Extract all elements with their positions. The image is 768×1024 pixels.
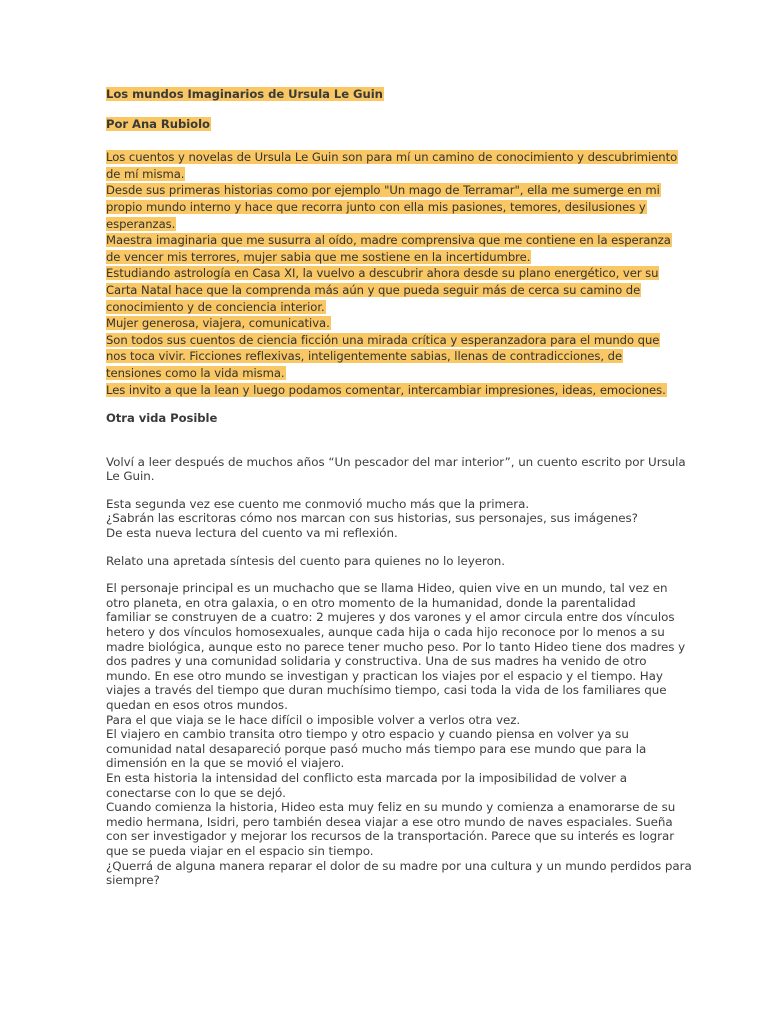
- body-paragraph: [106, 497, 666, 541]
- body-line: El personaje principal es un muchacho que se llama Hideo, quien vive en un mundo, tal vez en: [106, 581, 668, 596]
- body-line: viajes a través del tiempo que duran muchísimo tiempo, casi toda la vida de los familiares que: [106, 683, 667, 698]
- body-paragraph: [106, 581, 692, 888]
- body-line: con ser investigador y mejorar los recursos de la transportación. Parece que su interés es lograr: [106, 829, 675, 844]
- intro-line: esperanzas.: [106, 216, 176, 231]
- body-line: quedan en esos otros mundos.: [106, 698, 288, 712]
- body-line: mundo. En ese otro mundo se investigan y practican los viajes por el espacio y el tiempo. Hay: [106, 668, 663, 683]
- document-author: [106, 116, 666, 133]
- intro-line: Mujer generosa, viajera, comunicativa.: [106, 316, 330, 331]
- intro-line: tensiones como la vida misma.: [106, 365, 285, 380]
- body-line: ¿Querrá de alguna manera reparar el dolor de su madre por una cultura y un mundo perdidos para: [106, 858, 692, 873]
- body-line: dimensión en la que se movió el viajero.: [106, 756, 345, 771]
- intro-line: de vencer mis terrores, mujer sabia que me sostiene en la incertidumbre.: [106, 249, 531, 264]
- intro-line: Les invito a que la lean y luego podamos comentar, intercambiar impresiones, ideas, emociones.: [106, 382, 666, 397]
- body-line: Para el que viaja se le hace difícil o imposible volver a verlos otra vez.: [106, 712, 521, 727]
- body-line: En esta historia la intensidad del conflicto esta marcada por la imposibilidad de volver a: [106, 770, 627, 785]
- body-line: Cuando comienza la historia, Hideo esta muy feliz en su mundo y comienza a enamorarse de su: [106, 800, 676, 815]
- document-page: [106, 86, 692, 888]
- intro-paragraph: [106, 149, 678, 398]
- body-line: medio hermana, Isidri, pero también desea viajar a ese otro mundo de naves espaciales. Sueña: [106, 814, 673, 829]
- intro-line: propio mundo interno y hace que recorra junto con ella mis pasiones, temores, desilusiones y: [106, 199, 646, 214]
- body-line: que se pueda viajar en el espacio sin tiempo.: [106, 843, 374, 858]
- document-title: [106, 86, 666, 103]
- body-paragraph: [106, 554, 666, 569]
- intro-line: Carta Natal hace que la comprenda más aún y que pueda seguir más de cerca su camino de: [106, 282, 641, 297]
- intro-line: Estudiando astrología en Casa XI, la vuelvo a descubrir ahora desde su plano energético, ver su: [106, 266, 659, 281]
- body-text: [106, 454, 692, 888]
- body-line: De esta nueva lectura del cuento va mi reflexión.: [106, 526, 398, 541]
- document-title-text: Los mundos Imaginarios de Ursula Le Guin: [106, 87, 383, 101]
- document-author-text: Por Ana Rubiolo: [106, 116, 210, 131]
- body-line: El viajero en cambio transita otro tiempo y otro espacio y cuando piensa en volver ya su: [106, 727, 629, 742]
- body-line: otro planeta, en otra galaxia, o en otro momento de la humanidad, donde la parentalidad: [106, 595, 636, 610]
- intro-line: nos toca vivir. Ficciones reflexivas, inteligentemente sabias, llenas de contradicciones, de: [106, 349, 623, 364]
- intro-line: Desde sus primeras historias como por ejemplo "Un mago de Terramar", ella me sumerge en mi: [106, 183, 660, 198]
- body-line: ¿Sabrán las escritoras cómo nos marcan con sus historias, sus personajes, sus imágenes?: [106, 511, 638, 526]
- body-line: dos padres y una comunidad solidaria y constructiva. Una de sus madres ha venido de otro: [106, 654, 647, 669]
- body-line: madre biológica, aunque esto no parece tener mucho peso. Por lo tanto Hideo tiene dos madres y: [106, 639, 686, 654]
- body-line: siempre?: [106, 873, 160, 888]
- intro-line: Los cuentos y novelas de Ursula Le Guin son para mí un camino de conocimiento y descubrimiento: [106, 150, 678, 165]
- body-line: Le Guin.: [106, 469, 155, 484]
- intro-line: conocimiento y de conciencia interior.: [106, 299, 325, 314]
- section-title: Otra vida Posible: [106, 411, 218, 426]
- body-line: Volví a leer después de muchos años “Un pescador del mar interior”, un cuento escrito por Ursula: [106, 454, 686, 469]
- body-line: comunidad natal desapareció porque pasó mucho más tiempo para ese mundo que para la: [106, 741, 647, 756]
- body-line: Relato una apretada síntesis del cuento para quienes no lo leyeron.: [106, 553, 506, 568]
- intro-line: Maestra imaginaria que me susurra al oído, madre comprensiva que me contiene en la esperanza: [106, 233, 671, 248]
- body-line: familiar se construyen de a cuatro: 2 mujeres y dos varones y el amor circula entre dos vínculos: [106, 610, 675, 625]
- body-line: hetero y dos vínculos homosexuales, aunque cada hija o cada hijo reconoce por lo menos a su: [106, 625, 665, 640]
- body-line: Esta segunda vez ese cuento me conmovió mucho más que la primera.: [106, 496, 530, 511]
- intro-line: Son todos sus cuentos de ciencia ficción una mirada crítica y esperanzadora para el mundo que: [106, 332, 660, 347]
- body-line: conectarse con lo que se dejó.: [106, 785, 286, 800]
- intro-line: de mí misma.: [106, 166, 185, 181]
- body-paragraph: [106, 454, 686, 484]
